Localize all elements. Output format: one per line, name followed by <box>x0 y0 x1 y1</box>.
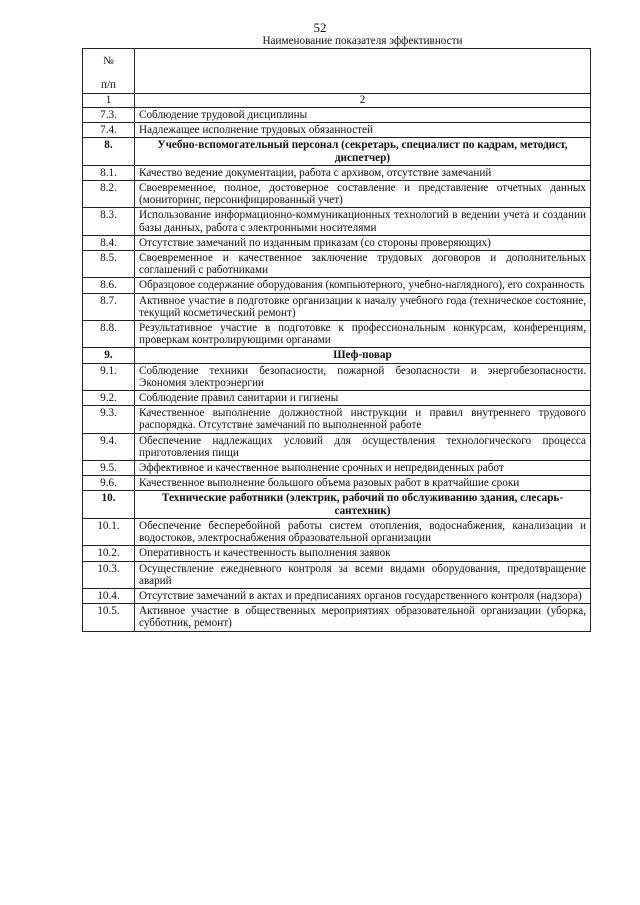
row-text: Соблюдение правил санитарии и гигиены <box>135 391 591 406</box>
row-number: 8.3. <box>83 208 135 235</box>
row-number: 9.4. <box>83 433 135 460</box>
row-number: 10. <box>83 491 135 518</box>
table-row <box>83 251 591 278</box>
row-number: 9.2. <box>83 391 135 406</box>
row-number: 8.6. <box>83 278 135 293</box>
table-row <box>83 208 591 235</box>
row-text: Отсутствие замечаний в актах и предписаниях органов государственного контроля (надзора) <box>135 588 591 603</box>
row-number: 8.2. <box>83 181 135 208</box>
page-number: 52 <box>313 20 327 35</box>
row-text: Качественное выполнение большого объема разовых работ в кратчайшие сроки <box>135 476 591 491</box>
row-number: 8.4. <box>83 235 135 250</box>
header-number-cell <box>83 49 135 94</box>
row-number: 9.5. <box>83 461 135 476</box>
table-row <box>83 433 591 460</box>
table-row <box>83 165 591 180</box>
row-number: 10.3. <box>83 561 135 588</box>
table-row <box>83 604 591 631</box>
table-row <box>83 123 591 138</box>
table-row <box>83 293 591 320</box>
section-row <box>83 348 591 363</box>
row-text: Обеспечение надлежащих условий для осуществления технологического процесса приготовления пищи <box>135 433 591 460</box>
table-row <box>83 561 591 588</box>
row-number: 10.5. <box>83 604 135 631</box>
table-row <box>83 181 591 208</box>
row-number: 10.2. <box>83 546 135 561</box>
row-text: Результативное участие в подготовке к профессиональным конкурсам, конференциям, проверкам контролирующими органами <box>135 321 591 348</box>
row-number: 9.3. <box>83 406 135 433</box>
table-row <box>83 108 591 123</box>
section-title: Шеф-повар <box>135 348 591 363</box>
section-row <box>83 491 591 518</box>
row-text: Использование информационно-коммуникационных технологий в ведении учета и создании базы данных, работа с электронными носителями <box>135 208 591 235</box>
row-text: Своевременное, полное, достоверное составление и представление отчетных данных (мониторинг, персонифицированный учет) <box>135 181 591 208</box>
section-row <box>83 138 591 165</box>
table-row <box>83 235 591 250</box>
column-index-2: 2 <box>135 94 591 108</box>
row-text: Соблюдение техники безопасности, пожарной безопасности и энергобезопасности. Экономия электроэнергии <box>135 363 591 390</box>
row-number: 8.1. <box>83 165 135 180</box>
row-text: Активное участие в подготовке организации к началу учебного года (техническое состояние, текущий косметический ремонт) <box>135 293 591 320</box>
row-number: 7.3. <box>83 108 135 123</box>
table-row <box>83 476 591 491</box>
row-number: 8.5. <box>83 251 135 278</box>
row-number: 8.7. <box>83 293 135 320</box>
row-number: 10.4. <box>83 588 135 603</box>
table-row <box>83 546 591 561</box>
table-row <box>83 518 591 545</box>
row-text: Активное участие в общественных мероприятиях образовательной организации (уборка, субботник, ремонт) <box>135 604 591 631</box>
table-row <box>83 278 591 293</box>
row-number: 8.8. <box>83 321 135 348</box>
row-text: Качественное выполнение должностной инструкции и правил внутреннего трудового распорядка. Отсутствие замечаний по выполненной работе <box>135 406 591 433</box>
table-row <box>83 588 591 603</box>
section-title: Учебно-вспомогательный персонал (секретарь, специалист по кадрам, методист, диспетчер) <box>135 138 591 165</box>
header-title: Наименование показателя эффективности <box>262 35 463 47</box>
row-text: Образцовое содержание оборудования (компьютерного, учебно-наглядного), его сохранность <box>135 278 591 293</box>
table-row <box>83 363 591 390</box>
table-row <box>83 461 591 476</box>
row-text: Соблюдение трудовой дисциплины <box>135 108 591 123</box>
row-text: Оперативность и качественность выполнения заявок <box>135 546 591 561</box>
table-row <box>83 406 591 433</box>
indicators-table <box>82 35 591 632</box>
column-index-row <box>83 94 591 108</box>
header-number-label: № <box>103 55 114 67</box>
row-text: Отсутствие замечаний по изданным приказам (со стороны проверяющих) <box>135 235 591 250</box>
table-row <box>83 391 591 406</box>
row-number: 9.6. <box>83 476 135 491</box>
row-number: 9.1. <box>83 363 135 390</box>
row-number: 9. <box>83 348 135 363</box>
header-title-cell <box>135 35 591 94</box>
row-number: 10.1. <box>83 518 135 545</box>
table-header-row <box>83 49 591 94</box>
row-number: 8. <box>83 138 135 165</box>
row-text: Надлежащее исполнение трудовых обязанностей <box>135 123 591 138</box>
row-text: Качество ведение документации, работа с архивом, отсутствие замечаний <box>135 165 591 180</box>
row-text: Эффективное и качественное выполнение срочных и непредвиденных работ <box>135 461 591 476</box>
row-number: 7.4. <box>83 123 135 138</box>
row-text: Осуществление ежедневного контроля за всеми видами оборудования, предотвращение аварий <box>135 561 591 588</box>
header-number-sublabel: п/п <box>100 78 117 91</box>
section-title: Технические работники (электрик, рабочий по обслуживанию здания, слесарь-сантехник) <box>135 491 591 518</box>
column-index-1: 1 <box>83 94 135 108</box>
row-text: Своевременное и качественное заключение трудовых договоров и дополнительных соглашений с работниками <box>135 251 591 278</box>
table-row <box>83 321 591 348</box>
row-text: Обеспечение бесперебойной работы систем отопления, водоснабжения, канализации и водостоков, электроснабжения образовательной организации <box>135 518 591 545</box>
